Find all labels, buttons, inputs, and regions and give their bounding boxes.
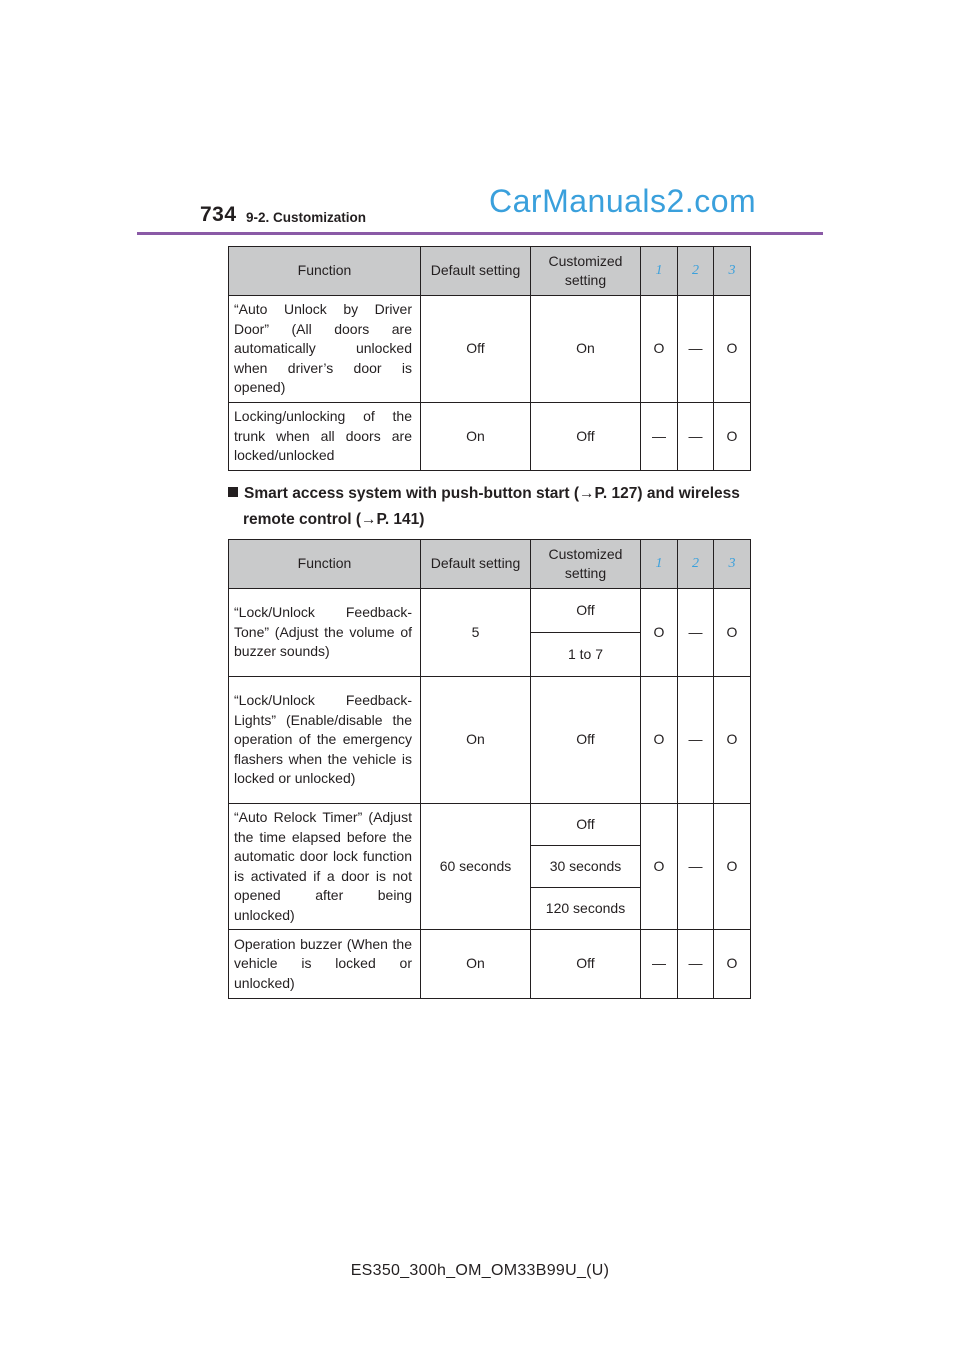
- customized-cell: On: [531, 296, 641, 403]
- mark-cell-1: —: [641, 403, 678, 471]
- customized-cell: Off: [531, 589, 641, 633]
- header-col-2: 2: [678, 247, 714, 296]
- mark-cell-3: O: [714, 589, 751, 677]
- mark-cell-1: O: [641, 589, 678, 677]
- customization-table-door-lock: [228, 246, 751, 471]
- mark-cell-3: O: [714, 403, 751, 471]
- table-row: [229, 677, 751, 804]
- function-cell: Operation buzzer (When the vehicle is locked or unlocked): [229, 930, 421, 999]
- function-cell: “Auto Unlock by Driver Door” (All doors are automatically unlocked when driver’s door is opened): [229, 296, 421, 403]
- customized-cell: 1 to 7: [531, 633, 641, 677]
- customized-cell: 30 seconds: [531, 846, 641, 888]
- default-cell: On: [421, 930, 531, 999]
- watermark-logo: CarManuals2.com: [489, 183, 757, 219]
- customized-cell: Off: [531, 930, 641, 999]
- header-col-1: 1: [641, 247, 678, 296]
- mark-cell-2: —: [678, 804, 714, 930]
- mark-cell-2: —: [678, 930, 714, 999]
- customized-cell: Off: [531, 677, 641, 804]
- section-heading-line-1: Smart access system with push-button start (→P. 127) and wireless: [244, 485, 740, 502]
- bullet-square-icon: [228, 487, 238, 497]
- document-footer-code: ES350_300h_OM_OM33B99U_(U): [350, 1262, 610, 1279]
- table-row: [229, 296, 751, 403]
- section-heading: [228, 481, 753, 533]
- mark-cell-3: O: [714, 677, 751, 804]
- function-cell: “Lock/Unlock Feedback-Tone” (Adjust the volume of buzzer sounds): [229, 589, 421, 677]
- mark-cell-2: —: [678, 403, 714, 471]
- mark-cell-1: O: [641, 677, 678, 804]
- function-cell: “Lock/Unlock Feedback-Lights” (Enable/disable the operation of the emergency flashers when the vehicle is locked or unlocked): [229, 677, 421, 804]
- header-col-3: 3: [714, 540, 751, 589]
- header-customized-setting: Customized setting: [531, 247, 641, 296]
- header-default-setting: Default setting: [421, 247, 531, 296]
- mark-cell-3: O: [714, 930, 751, 999]
- table-header-row: [229, 540, 751, 589]
- header-col-3: 3: [714, 247, 751, 296]
- mark-cell-3: O: [714, 296, 751, 403]
- header-divider: [137, 232, 823, 235]
- default-cell: On: [421, 677, 531, 804]
- mark-cell-2: —: [678, 677, 714, 804]
- customization-table-smart-access: [228, 539, 751, 999]
- function-cell: “Auto Relock Timer” (Adjust the time elapsed before the automatic door lock function is activated if a door is not opened after being unlocked): [229, 804, 421, 930]
- table-header-row: [229, 247, 751, 296]
- mark-cell-1: O: [641, 804, 678, 930]
- section-title: 9-2. Customization: [246, 210, 367, 225]
- header-col-2: 2: [678, 540, 714, 589]
- header-col-1: 1: [641, 540, 678, 589]
- table-row: [229, 804, 751, 846]
- page-number: 734: [200, 203, 237, 226]
- mark-cell-3: O: [714, 804, 751, 930]
- header-function: Function: [229, 540, 421, 589]
- header-default-setting: Default setting: [421, 540, 531, 589]
- mark-cell-1: O: [641, 296, 678, 403]
- default-cell: 60 seconds: [421, 804, 531, 930]
- function-cell: Locking/unlocking of the trunk when all doors are locked/unlocked: [229, 403, 421, 471]
- default-cell: 5: [421, 589, 531, 677]
- table-row: [229, 589, 751, 633]
- customized-cell: Off: [531, 403, 641, 471]
- mark-cell-1: —: [641, 930, 678, 999]
- customized-cell: Off: [531, 804, 641, 846]
- customized-cell: 120 seconds: [531, 888, 641, 930]
- mark-cell-2: —: [678, 589, 714, 677]
- header-customized-setting: Customized setting: [531, 540, 641, 589]
- table-row: [229, 930, 751, 999]
- default-cell: On: [421, 403, 531, 471]
- mark-cell-2: —: [678, 296, 714, 403]
- section-heading-line-2: remote control (→P. 141): [243, 511, 425, 528]
- header-function: Function: [229, 247, 421, 296]
- default-cell: Off: [421, 296, 531, 403]
- table-row: [229, 403, 751, 471]
